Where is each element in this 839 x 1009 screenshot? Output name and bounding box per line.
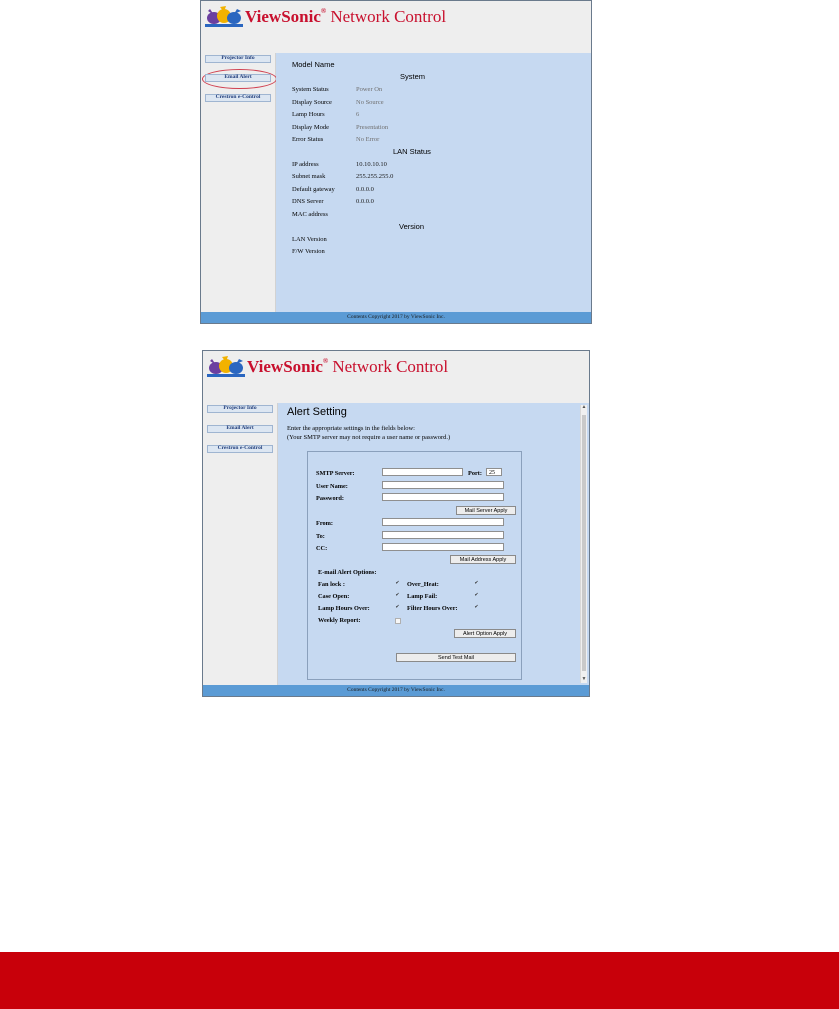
system-heading: System	[400, 72, 426, 81]
info-value: Presentation	[356, 124, 389, 131]
email-alert-screenshot	[202, 350, 590, 697]
nav-email-alert[interactable]: Email Alert	[207, 425, 273, 433]
lan-status-heading: LAN Status	[393, 147, 431, 156]
info-label: Subnet mask	[292, 173, 326, 180]
smtp-server-label: SMTP Server:	[316, 470, 355, 477]
nav-projector-info[interactable]: Projector Info	[207, 405, 273, 413]
info-value: Power On	[356, 86, 383, 93]
option-label: Weekly Report:	[318, 617, 361, 624]
cc-input[interactable]	[382, 543, 504, 551]
weekly-report-checkbox[interactable]	[395, 618, 401, 624]
over-heat-checkbox[interactable]: ✔	[474, 581, 479, 586]
projector-info-screenshot	[200, 0, 592, 324]
from-input[interactable]	[382, 518, 504, 526]
option-label: Lamp Hours Over:	[318, 605, 370, 612]
mail-address-apply-button[interactable]: Mail Address Apply	[450, 555, 516, 564]
scroll-thumb[interactable]	[582, 415, 586, 671]
intro-text: Enter the appropriate settings in the fields below:	[287, 425, 415, 432]
info-value: 0.0.0.0	[356, 198, 374, 205]
fan-lock-checkbox[interactable]: ✔	[395, 581, 400, 586]
info-value: No Error	[356, 136, 380, 143]
alert-settings-panel	[307, 451, 522, 680]
info-label: Display Mode	[292, 124, 330, 131]
option-label: Lamp Fail:	[407, 593, 438, 600]
viewsonic-birds-logo-icon	[207, 355, 245, 377]
info-value: 255.255.255.0	[356, 173, 394, 180]
option-label: Case Open:	[318, 593, 350, 600]
alert-content	[278, 403, 589, 685]
mail-server-apply-button[interactable]: Mail Server Apply	[456, 506, 516, 515]
sidebar	[201, 53, 276, 312]
info-value: No Source	[356, 99, 384, 106]
info-label: Default gateway	[292, 186, 335, 193]
info-label: MAC address	[292, 211, 328, 218]
info-content	[276, 53, 591, 312]
model-name-label: Model Name	[292, 60, 335, 69]
to-input[interactable]	[382, 531, 504, 539]
user-name-label: User Name:	[316, 483, 348, 490]
copyright-footer: Contents Copyright 2017 by ViewSonic Inc.	[201, 312, 591, 323]
info-label: Display Source	[292, 99, 332, 106]
filter-hours-over-checkbox[interactable]: ✔	[474, 605, 479, 610]
info-label: F/W Version	[292, 248, 325, 255]
info-value: 0.0.0.0	[356, 186, 374, 193]
info-label: LAN Version	[292, 236, 327, 243]
password-input[interactable]	[382, 493, 504, 501]
scroll-up-icon[interactable]: ▲	[581, 405, 587, 410]
info-label: Error Status	[292, 136, 324, 143]
info-label: System Status	[292, 86, 329, 93]
version-heading: Version	[399, 222, 425, 231]
header-bar	[201, 1, 591, 54]
scroll-down-icon[interactable]: ▼	[581, 677, 587, 682]
page-title: Alert Setting	[287, 406, 347, 418]
intro-note: (Your SMTP server may not require a user name or password.)	[287, 434, 451, 441]
nav-projector-info[interactable]: Projector Info	[205, 55, 271, 63]
from-label: From:	[316, 520, 334, 527]
smtp-server-input[interactable]	[382, 468, 463, 476]
to-label: To:	[316, 533, 325, 540]
user-name-input[interactable]	[382, 481, 504, 489]
info-label: Lamp Hours	[292, 111, 325, 118]
header-bar	[203, 351, 589, 404]
app-title: ViewSonic® Network Control	[247, 357, 449, 376]
password-label: Password:	[316, 495, 344, 502]
nav-email-alert[interactable]: Email Alert	[205, 74, 271, 82]
case-open-checkbox[interactable]: ✔	[395, 593, 400, 598]
port-input[interactable]: 25	[486, 468, 502, 476]
page-footer-band	[0, 952, 839, 1009]
viewsonic-birds-logo-icon	[205, 5, 243, 27]
option-label: Over_Heat:	[407, 581, 439, 588]
copyright-footer: Contents Copyright 2017 by ViewSonic Inc.	[203, 685, 589, 696]
sidebar	[203, 403, 278, 685]
port-label: Port:	[468, 470, 482, 477]
vertical-scrollbar[interactable]	[580, 405, 587, 683]
option-label: Fan lock :	[318, 581, 345, 588]
nav-crestron[interactable]: Crestron e-Control	[205, 94, 271, 102]
options-heading: E-mail Alert Options:	[318, 569, 377, 576]
lamp-fail-checkbox[interactable]: ✔	[474, 593, 479, 598]
option-label: Filter Hours Over:	[407, 605, 458, 612]
alert-option-apply-button[interactable]: Alert Option Apply	[454, 629, 516, 638]
lamp-hours-over-checkbox[interactable]: ✔	[395, 605, 400, 610]
info-value: 10.10.10.10	[356, 161, 387, 168]
send-test-mail-button[interactable]: Send Test Mail	[396, 653, 516, 662]
info-label: DNS Server	[292, 198, 324, 205]
app-title: ViewSonic® Network Control	[245, 7, 447, 26]
nav-crestron[interactable]: Crestron e-Control	[207, 445, 273, 453]
cc-label: CC:	[316, 545, 328, 552]
info-label: IP address	[292, 161, 319, 168]
info-value: 6	[356, 111, 360, 118]
